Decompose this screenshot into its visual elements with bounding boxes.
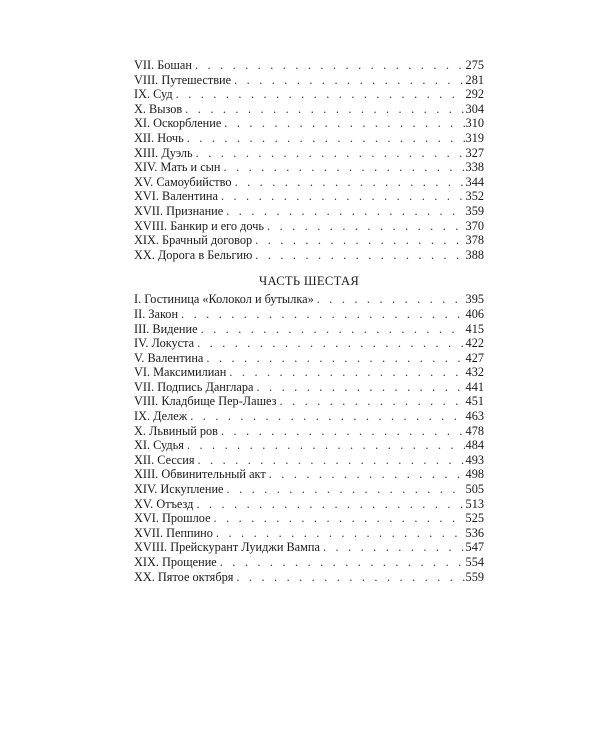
toc-list-part-six (134, 292, 484, 584)
toc-list-part-five-tail (134, 58, 484, 262)
toc-entry-page-number: 505 (465, 482, 484, 497)
toc-dot-leader (197, 336, 464, 351)
toc-dot-leader (229, 365, 464, 380)
toc-dot-leader (195, 58, 465, 73)
toc-dot-leader (235, 175, 465, 190)
toc-entry-page-number: 378 (465, 233, 484, 248)
toc-entry-title: XVII. Пеппино (134, 525, 213, 540)
toc-entry-title: XV. Самоубийство (134, 174, 232, 189)
toc-entry (134, 336, 484, 351)
toc-dot-leader (201, 322, 465, 337)
toc-entry-page-number: 422 (465, 336, 484, 351)
toc-entry-page-number: 547 (465, 540, 484, 555)
toc-entry-page-number: 513 (465, 496, 484, 511)
toc-dot-leader (187, 131, 465, 146)
toc-entry (134, 365, 484, 380)
toc-entry-page-number: 525 (465, 511, 484, 526)
toc-dot-leader (176, 87, 465, 102)
toc-entry-title: VIII. Кладбище Пер-Лашез (134, 394, 277, 409)
toc-entry (134, 438, 484, 453)
toc-entry-title: XVIII. Банкир и его дочь (134, 218, 265, 233)
toc-entry-page-number: 554 (465, 555, 484, 569)
toc-entry (134, 424, 484, 439)
toc-entry (134, 322, 484, 337)
toc-dot-leader (317, 292, 465, 307)
toc-dot-leader (269, 467, 465, 482)
toc-dot-leader (224, 160, 465, 175)
toc-entry-page-number: 304 (465, 101, 484, 116)
part-six-heading: ЧАСТЬ ШЕСТАЯ (258, 274, 360, 289)
table-of-contents-page (134, 58, 484, 584)
toc-entry-title: XIV. Искупление (134, 482, 224, 497)
toc-entry-title: XVII. Признание (134, 203, 224, 218)
toc-entry-title: XX. Дорога в Бельгию (134, 247, 253, 262)
toc-entry (134, 204, 484, 219)
toc-entry (134, 380, 484, 395)
toc-entry-title: XIV. Мать и сын (134, 160, 221, 175)
toc-entry (134, 292, 484, 307)
toc-entry-title: IX. Суд (134, 87, 173, 102)
toc-entry-page-number: 484 (465, 438, 484, 453)
toc-entry-page-number: 359 (465, 203, 484, 218)
toc-dot-leader (267, 219, 465, 234)
toc-entry-title: V. Валентина (134, 350, 204, 365)
toc-dot-leader (255, 248, 464, 263)
toc-entry-title: XIII. Дуэль (134, 145, 193, 160)
toc-entry-title: VII. Подпись Данглара (134, 379, 254, 394)
toc-entry-title: VIII. Путешествие (134, 72, 232, 87)
toc-entry-title: IV. Локуста (134, 336, 195, 351)
toc-entry (134, 73, 484, 88)
toc-entry-page-number: 406 (465, 306, 484, 321)
toc-entry-title: VI. Максимилиан (134, 365, 227, 380)
toc-entry (134, 116, 484, 131)
toc-dot-leader (257, 380, 465, 395)
toc-entry-page-number: 310 (465, 116, 484, 131)
toc-dot-leader (181, 307, 465, 322)
toc-dot-leader (187, 438, 465, 453)
toc-dot-leader (221, 189, 465, 204)
toc-entry (134, 248, 484, 263)
toc-entry-title: IX. Дележ (134, 409, 188, 424)
toc-entry-page-number: 451 (465, 394, 484, 409)
toc-entry (134, 467, 484, 482)
toc-dot-leader (236, 570, 464, 585)
section-gap (134, 262, 484, 274)
toc-entry-title: XVI. Прошлое (134, 511, 211, 526)
toc-entry-title: XV. Отъезд (134, 496, 194, 511)
toc-dot-leader (234, 73, 464, 88)
toc-entry (134, 102, 484, 117)
toc-dot-leader (224, 116, 464, 131)
toc-dot-leader (214, 511, 465, 526)
toc-dot-leader (323, 540, 465, 555)
toc-entry (134, 175, 484, 190)
toc-dot-leader (226, 204, 464, 219)
toc-entry (134, 58, 484, 73)
toc-dot-leader (196, 497, 464, 512)
toc-entry-title: XVIII. Прейскурант Луиджи Вампа (134, 540, 320, 555)
toc-entry (134, 189, 484, 204)
toc-dot-leader (196, 146, 465, 161)
toc-dot-leader (280, 394, 465, 409)
toc-entry-page-number: 432 (465, 365, 484, 380)
toc-entry (134, 160, 484, 175)
toc-entry-page-number: 498 (465, 467, 484, 482)
toc-dot-leader (185, 102, 464, 117)
toc-entry (134, 482, 484, 497)
toc-entry (134, 307, 484, 322)
toc-entry-title: XI. Оскорбление (134, 116, 222, 131)
toc-dot-leader (220, 555, 465, 570)
toc-entry-page-number: 441 (465, 379, 484, 394)
toc-dot-leader (216, 526, 465, 541)
toc-entry (134, 219, 484, 234)
toc-entry-title: XI. Судья (134, 438, 184, 453)
toc-entry-title: II. Закон (134, 306, 179, 321)
toc-entry-title: VII. Бошан (134, 58, 192, 72)
toc-entry-page-number: 370 (465, 218, 484, 233)
toc-entry-page-number: 338 (465, 160, 484, 175)
toc-entry-title: XIII. Обвинительный акт (134, 467, 266, 482)
toc-dot-leader (227, 482, 465, 497)
toc-entry-page-number: 344 (465, 174, 484, 189)
toc-entry (134, 233, 484, 248)
toc-entry (134, 146, 484, 161)
toc-entry (134, 409, 484, 424)
toc-entry (134, 555, 484, 570)
toc-entry-page-number: 319 (465, 130, 484, 145)
toc-entry-page-number: 275 (465, 58, 484, 72)
toc-entry-page-number: 281 (465, 72, 484, 87)
toc-entry-title: XIX. Прощение (134, 555, 217, 569)
toc-entry-page-number: 493 (465, 452, 484, 467)
toc-entry-page-number: 559 (465, 569, 484, 584)
toc-entry-title: XX. Пятое октября (134, 569, 234, 584)
toc-entry-title: XII. Ночь (134, 130, 184, 145)
toc-entry (134, 87, 484, 102)
toc-entry-page-number: 292 (465, 87, 484, 102)
toc-entry (134, 394, 484, 409)
toc-entry-page-number: 388 (465, 247, 484, 262)
toc-dot-leader (255, 233, 464, 248)
toc-entry (134, 526, 484, 541)
toc-entry-page-number: 536 (465, 525, 484, 540)
toc-entry-title: XVI. Валентина (134, 189, 218, 204)
toc-entry (134, 540, 484, 555)
toc-dot-leader (190, 409, 464, 424)
toc-entry-page-number: 427 (465, 350, 484, 365)
toc-entry-title: I. Гостиница «Колокол и бутылка» (134, 292, 314, 307)
toc-entry-page-number: 352 (465, 189, 484, 204)
toc-entry-page-number: 327 (465, 145, 484, 160)
toc-entry-page-number: 478 (465, 423, 484, 438)
toc-entry (134, 131, 484, 146)
toc-entry (134, 497, 484, 512)
toc-entry-title: X. Львиный ров (134, 423, 218, 438)
toc-entry-title: XIX. Брачный договор (134, 233, 253, 248)
toc-entry-page-number: 463 (465, 409, 484, 424)
toc-dot-leader (221, 424, 465, 439)
toc-entry (134, 453, 484, 468)
toc-entry (134, 351, 484, 366)
toc-entry (134, 570, 484, 585)
toc-entry-page-number: 395 (465, 292, 484, 307)
toc-entry-title: X. Вызов (134, 101, 183, 116)
toc-entry-title: III. Видение (134, 321, 198, 336)
toc-dot-leader (198, 453, 465, 468)
toc-entry-page-number: 415 (465, 321, 484, 336)
toc-entry (134, 511, 484, 526)
toc-dot-leader (206, 351, 464, 366)
toc-entry-title: XII. Сессия (134, 452, 195, 467)
